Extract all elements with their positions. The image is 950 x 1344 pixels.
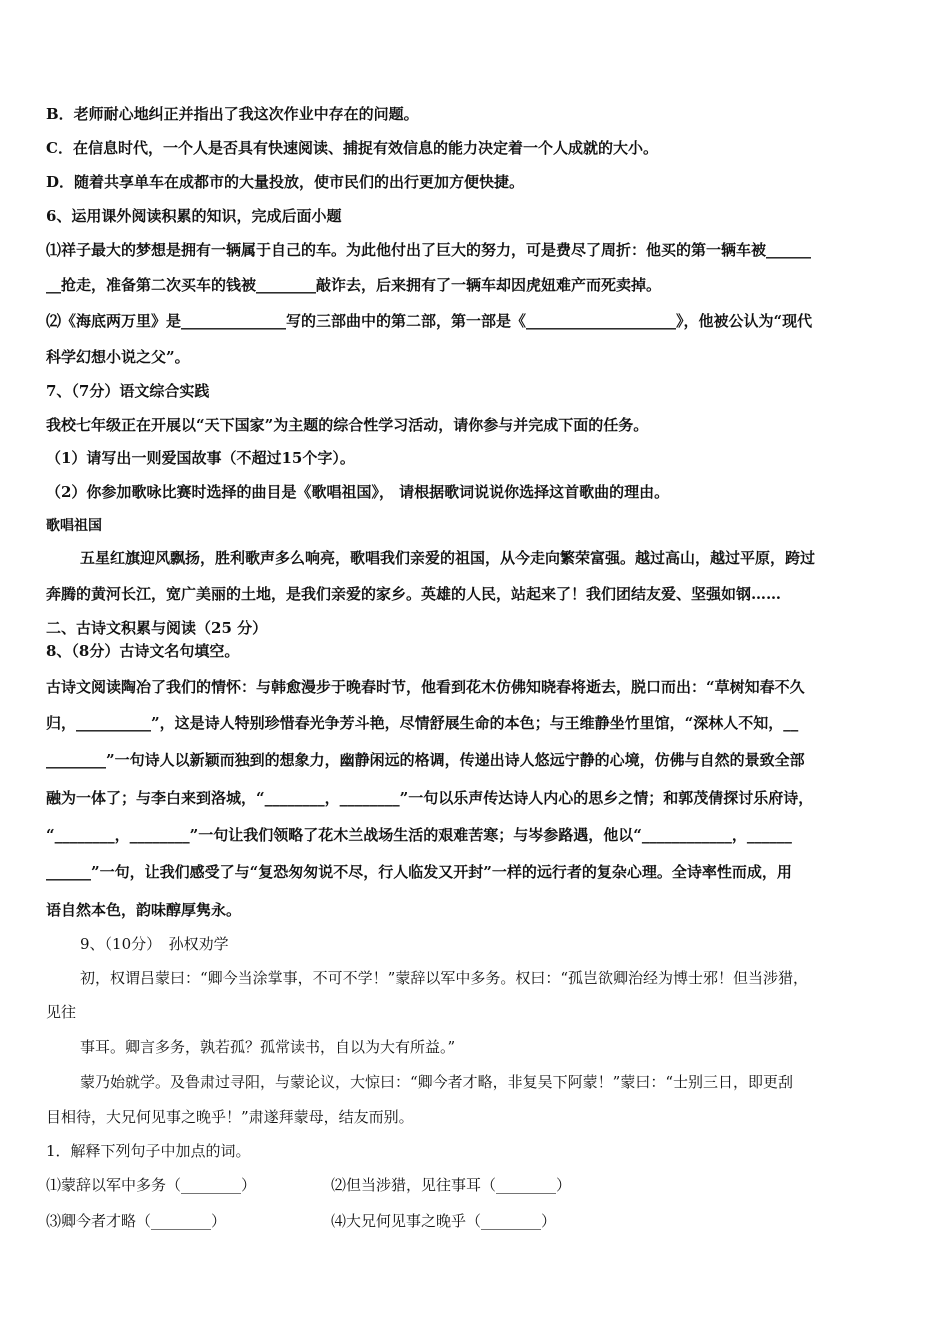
- line-option-d: D．随着共享单车在成都市的大量投放，使市民们的出行更加方便快捷。: [46, 173, 525, 191]
- q9-item-2: ⑵但当涉猎，见往事耳（________）: [331, 1176, 572, 1194]
- passage-line1: 初，权谓吕蒙曰：“卿今当涂掌事，不可不学！”蒙辞以军中多务。权曰：“孤岂欲卿治经为博士邪！但当涉猎，: [80, 969, 809, 987]
- q7-task1: （1）请写出一则爱国故事（不超过15个字）。: [46, 449, 355, 467]
- q8-text-line6: ______”一句，让我们感受了与“复恐匆匆说不尽，行人临发又开封”一样的远行者的复杂心理。全诗率性而成，用: [46, 863, 792, 881]
- q8-text-line4: 融为一体了；与李白来到洛城，“________，________”一句以乐声传达诗人内心的思乡之情；和郭茂倩探讨乐府诗，: [46, 789, 814, 807]
- song-title: 歌唱祖国: [46, 518, 102, 534]
- question-6-title: 6、运用课外阅读积累的知识，完成后面小题: [46, 207, 342, 225]
- passage-line2: 见往: [46, 1003, 77, 1021]
- passage-line5: 目相待，大兄何见事之晚乎！”肃遂拜蒙母，结友而别。: [46, 1108, 414, 1126]
- q8-text-line5: “________，________”一句让我们领略了花木兰战场生活的艰难苦寒；与岑参路遇，他以“____________，______: [46, 826, 792, 844]
- q9-item-4: ⑷大兄何见事之晚乎（________）: [331, 1212, 557, 1230]
- section-2-heading: 二、古诗文积累与阅读（25 分）: [46, 619, 268, 637]
- q7-task2: （2）你参加歌咏比赛时选择的曲目是《歌唱祖国》， 请根据歌词说说你选择这首歌曲的理由。: [46, 483, 670, 501]
- q6-part2-line1: ⑵《海底两万里》是______________写的三部曲中的第二部，第一部是《____________________》，他被公认为“现代: [46, 312, 813, 330]
- q9-item-3: ⑶卿今者才略（________）: [46, 1212, 227, 1230]
- q9-sub1-title: 1．解释下列句子中加点的词。: [46, 1142, 251, 1160]
- q7-intro: 我校七年级正在开展以“天下国家”为主题的综合性学习活动，请你参与并完成下面的任务。: [46, 416, 649, 434]
- song-lyrics-line2: 奔腾的黄河长江，宽广美丽的土地，是我们亲爱的家乡。英雄的人民，站起来了！我们团结友爱、坚强如钢……: [46, 585, 782, 603]
- q8-text-line2: 归，__________”，这是诗人特别珍惜春光争芳斗艳，尽情舒展生命的本色；与王维静坐竹里馆，“深林人不知，__: [46, 714, 799, 732]
- q6-part1-line1: ⑴祥子最大的梦想是拥有一辆属于自己的车。为此他付出了巨大的努力，可是费尽了周折：他买的第一辆车被______: [46, 241, 812, 259]
- passage-line4: 蒙乃始就学。及鲁肃过寻阳，与蒙论议，大惊曰：“卿今者才略，非复吴下阿蒙！”蒙曰：“士别三日，即更刮: [80, 1073, 794, 1091]
- line-option-c: C．在信息时代，一个人是否具有快速阅读、捕捉有效信息的能力决定着一个人成就的大小。: [46, 139, 658, 157]
- q6-part2-line2: 科学幻想小说之父”。: [46, 348, 190, 366]
- q8-text-line3: ________”一句诗人以新颖而独到的想象力，幽静闲远的格调，传递出诗人悠远宁静的心境，仿佛与自然的景致全部: [46, 751, 805, 769]
- q8-text-line7: 语自然本色，韵味醇厚隽永。: [46, 901, 242, 919]
- q6-part1-line2: __抢走，准备第二次买车的钱被________敲诈去，后来拥有了一辆车却因虎妞难产而死卖掉。: [46, 276, 662, 294]
- question-8-title: 8、（8分）古诗文名句填空。: [46, 642, 240, 660]
- q8-text-line1: 古诗文阅读陶冶了我们的情怀：与韩愈漫步于晚春时节，他看到花木仿佛知晓春将逝去，脱口而出：“草树知春不久: [46, 678, 805, 696]
- passage-line3: 事耳。卿言多务，孰若孤？孤常读书，自以为大有所益。”: [80, 1038, 456, 1056]
- song-lyrics-line1: 五星红旗迎风飘扬，胜利歌声多么响亮，歌唱我们亲爱的祖国，从今走向繁荣富强。越过高山，越过平原，跨过: [80, 549, 816, 567]
- line-option-b: B．老师耐心地纠正并指出了我这次作业中存在的问题。: [46, 105, 419, 123]
- q9-item-1: ⑴蒙辞以军中多务（________）: [46, 1176, 257, 1194]
- question-9-title: 9、（10分） 孙权劝学: [80, 935, 229, 953]
- question-7-title: 7、（7分）语文综合实践: [46, 382, 210, 400]
